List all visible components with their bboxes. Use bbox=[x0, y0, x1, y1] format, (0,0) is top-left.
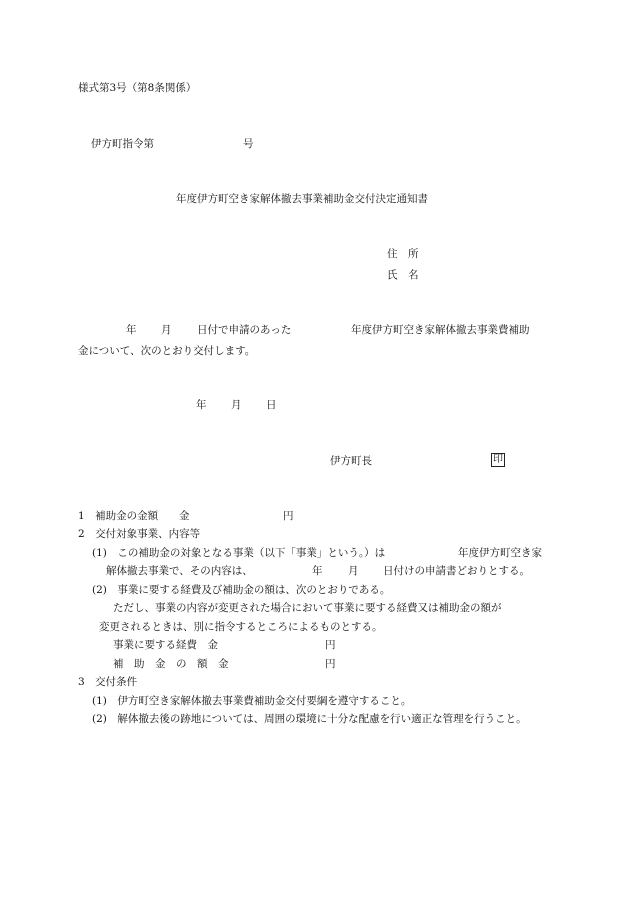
item1-yen: 円 bbox=[283, 510, 294, 522]
intro-day-applied: 日付で申請のあった bbox=[197, 324, 292, 336]
cost-label: 事業に要する経費 金 bbox=[113, 639, 218, 651]
item1-label: 1 補助金の金額 bbox=[78, 510, 159, 522]
form-label: 様式第3号（第8条関係） bbox=[78, 82, 197, 94]
doc-number-suffix: 号 bbox=[243, 138, 254, 150]
item2-sub1-d: 年 bbox=[312, 565, 323, 577]
item2-sub1-f: 日付けの申請書どおりとする。 bbox=[383, 565, 530, 577]
item2-proviso-line1: ただし、事業の内容が変更された場合において事業に要する経費又は補助金の額が bbox=[113, 602, 502, 614]
date-day: 日 bbox=[266, 399, 277, 411]
document-title: 年度伊方町空き家解体撤去事業補助金交付決定通知書 bbox=[176, 193, 428, 205]
item2-sub1-a: (1) この補助金の対象となる事業（以下「事業」という。）は bbox=[92, 547, 386, 559]
intro-month: 月 bbox=[161, 324, 172, 336]
subsidy-yen: 円 bbox=[325, 658, 336, 670]
address-label: 住 所 bbox=[387, 248, 419, 260]
item3-cond2: (2) 解体撤去後の跡地については、周囲の環境に十分な配慮を行い適正な管理を行うこと。 bbox=[92, 713, 527, 725]
item2-proviso-line2: 変更されるときは、別に指令するところによるものとする。 bbox=[99, 621, 383, 633]
item3-label: 3 交付条件 bbox=[78, 676, 138, 688]
item2-label: 2 交付対象事業、内容等 bbox=[78, 528, 201, 540]
intro-program: 年度伊方町空き家解体撤去事業費補助 bbox=[351, 324, 530, 336]
date-year: 年 bbox=[196, 399, 207, 411]
item2-sub1-e: 月 bbox=[348, 565, 359, 577]
doc-number-prefix: 伊方町指令第 bbox=[91, 138, 154, 150]
issuer-name: 伊方町長 bbox=[330, 455, 372, 467]
intro-year: 年 bbox=[126, 324, 137, 336]
item2-sub1-b: 年度伊方町空き家 bbox=[458, 547, 542, 559]
subsidy-label: 補 助 金 の 額 金 bbox=[113, 658, 229, 670]
item2-sub2: (2) 事業に要する経費及び補助金の額は、次のとおりである。 bbox=[92, 584, 391, 596]
item2-sub1-c: 解体撤去事業で、その内容は、 bbox=[106, 565, 253, 577]
item3-cond1: (1) 伊方町空き家解体撤去事業費補助金交付要綱を遵守すること。 bbox=[92, 695, 412, 707]
date-month: 月 bbox=[231, 399, 242, 411]
intro-line2: 金について、次のとおり交付します。 bbox=[78, 345, 256, 357]
name-label: 氏 名 bbox=[387, 269, 419, 281]
item1-kin: 金 bbox=[179, 510, 190, 522]
cost-yen: 円 bbox=[325, 639, 336, 651]
seal-mark: 印 bbox=[493, 454, 503, 465]
